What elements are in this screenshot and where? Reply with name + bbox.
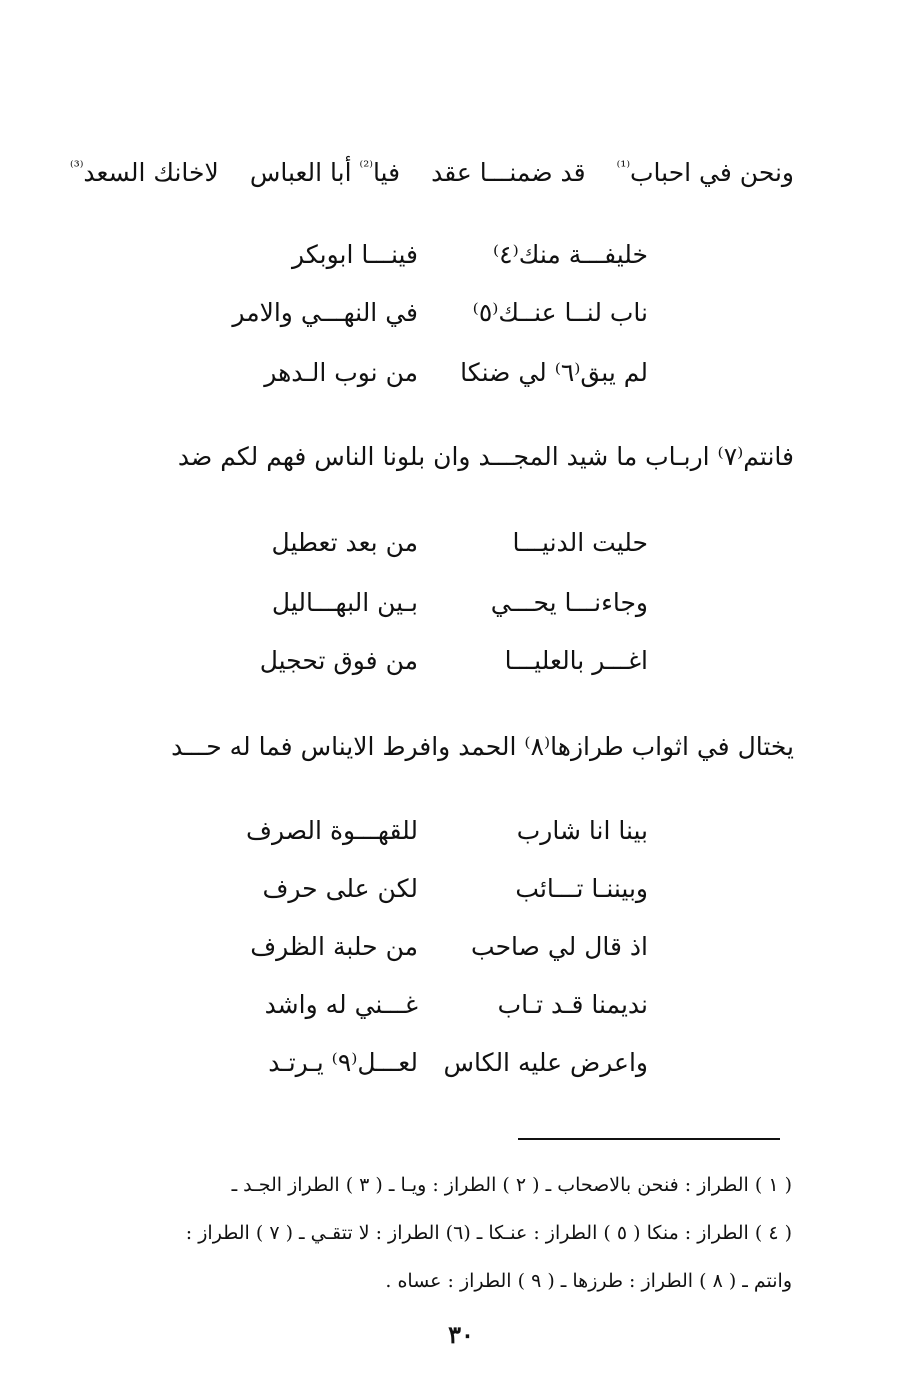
verse-second-hemistich: غـــني له واشد	[264, 990, 418, 1019]
lead-segment: لاخانك السعد$^{^{(3)}}$	[70, 157, 219, 187]
footnote-marker: ⁽¹⁾	[616, 157, 631, 176]
verse-first-hemistich: لم يبق⁽٦⁾ لي ضنكا	[460, 358, 648, 387]
verse-second-hemistich: لكن على حرف	[262, 874, 418, 903]
verse-first-hemistich: نديمنا قـد تـاب	[497, 990, 648, 1019]
verse-first-hemistich: بينا انا شارب	[516, 816, 648, 845]
stanza1-lead-line	[70, 156, 794, 190]
verse-line	[218, 814, 648, 848]
verse-first-hemistich: وبيننـا تـــائب	[515, 874, 648, 903]
verse-line	[218, 356, 648, 390]
verse-second-hemistich: بـين البهـــاليل	[271, 588, 418, 617]
verse-first-hemistich: وجاءنـــا يحـــي	[490, 588, 648, 617]
verse-line	[218, 930, 648, 964]
footnote-line: ( ١ ) الطراز : فنحن بالاصحاب ـ ( ٢ ) الطراز : ويـا ـ ( ٣ ) الطراز الجـد ـ	[231, 1174, 792, 1196]
footnote-marker: ⁽²⁾	[359, 157, 373, 176]
lead-segment: فيا$^{^{(2)}}$ أبا العباس	[249, 157, 401, 187]
stanza3-lead-line: يختال في اثواب طرازها⁽٨⁾ الحمد وافرط الايناس فما له حـــد	[171, 732, 794, 761]
lead-segment: قد ضمنـــا عقد	[431, 158, 586, 187]
verse-second-hemistich: من حلبة الظرف	[250, 932, 418, 961]
verse-line	[218, 238, 648, 272]
verse-line	[218, 296, 648, 330]
verse-line	[218, 872, 648, 906]
verse-first-hemistich: حليت الدنيـــا	[512, 528, 648, 557]
footnote-marker: ⁽³⁾	[70, 157, 84, 176]
verse-line	[218, 644, 648, 678]
verse-line	[218, 586, 648, 620]
verse-line	[218, 988, 648, 1022]
stanza2-lead-line: فانتم⁽٧⁾ اربـاب ما شيد المجـــد وان بلونا الناس فهم لكم ضد	[177, 442, 794, 471]
page-number: ٣٠	[448, 1320, 474, 1349]
verse-first-hemistich: اذ قال لي صاحب	[471, 932, 648, 961]
footnote-line: وانتم ـ ( ٨ ) الطراز : طرزها ـ ( ٩ ) الطراز : عساه .	[385, 1270, 792, 1292]
verse-line	[218, 1046, 648, 1080]
verse-first-hemistich: واعرض عليه الكاس	[443, 1048, 648, 1077]
verse-second-hemistich: لعـــل⁽٩⁾ يـرتـد	[268, 1048, 418, 1077]
lead-segment: ونحن في احباب$^{^{(1)}}$	[616, 157, 794, 187]
verse-second-hemistich: فينـــا ابوبكر	[292, 240, 418, 269]
verse-line	[218, 526, 648, 560]
verse-first-hemistich: ناب لنــا عنــك⁽٥⁾	[472, 298, 648, 327]
verse-second-hemistich: من بعد تعطيل	[271, 528, 418, 557]
verse-second-hemistich: من فوق تحجيل	[259, 646, 418, 675]
verse-second-hemistich: للقهـــوة الصرف	[246, 816, 418, 845]
footnote-divider	[518, 1138, 780, 1140]
verse-second-hemistich: من نوب الـدهر	[264, 358, 418, 387]
verse-first-hemistich: خليفـــة منك⁽٤⁾	[493, 240, 648, 269]
verse-second-hemistich: في النهـــي والامر	[232, 298, 418, 327]
footnote-line: ( ٤ ) الطراز : منكا ( ٥ ) الطراز : عنـكا ـ (٦) الطراز : لا تتقـي ـ ( ٧ ) الطراز :	[185, 1222, 792, 1244]
verse-first-hemistich: اغـــر بالعليـــا	[504, 646, 648, 675]
